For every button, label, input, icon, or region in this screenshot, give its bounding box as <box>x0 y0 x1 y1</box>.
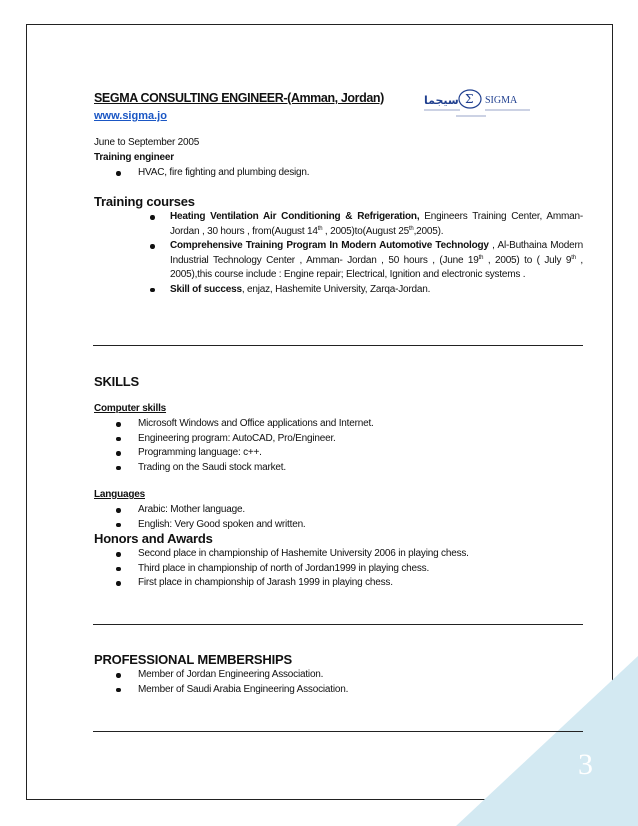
list-item: Member of Saudi Arabia Engineering Association. <box>138 683 578 698</box>
list-item: Microsoft Windows and Office applications and Internet. <box>138 417 578 432</box>
company-website-link[interactable]: www.sigma.jo <box>94 110 167 122</box>
list-item: English: Very Good spoken and written. <box>138 518 578 533</box>
logo-arabic-text: سيجما <box>424 94 459 107</box>
list-item: Engineering program: AutoCAD, Pro/Engineer. <box>138 432 578 447</box>
training-item-title: Skill of success <box>170 283 242 295</box>
honors-list <box>138 547 578 591</box>
computer-skills-heading: Computer skills <box>94 403 167 414</box>
training-item-details: , Al-Buthaina Modern Industrial Technology Center , Amman- Jordan , 50 hours , (June 19th , 2005) to ( July 9th , 2005),this course include : Engine repair; Electrical, Ignition and electronic systems . <box>170 240 584 281</box>
memberships-list <box>138 668 578 697</box>
section-divider <box>93 624 583 625</box>
list-item: Programming language: c++. <box>138 446 578 461</box>
languages-list <box>138 503 578 532</box>
list-item: HVAC, fire fighting and plumbing design. <box>138 166 578 181</box>
memberships-section-title: PROFESSIONAL MEMBERSHIPS <box>94 652 292 667</box>
training-item <box>170 283 583 298</box>
list-item: Third place in championship of north of Jordan1999 in playing chess. <box>138 562 578 577</box>
section-divider <box>93 731 583 732</box>
job-duties-list <box>138 166 578 181</box>
training-section-title: Training courses <box>94 194 195 209</box>
logo-name-text: SIGMA <box>485 95 518 106</box>
list-item: Trading on the Saudi stock market. <box>138 461 578 476</box>
training-item <box>170 239 583 283</box>
logo-sigma-symbol: Σ <box>465 92 474 106</box>
list-item: Member of Jordan Engineering Association. <box>138 668 578 683</box>
sigma-logo <box>410 88 534 120</box>
list-item: Second place in championship of Hashemite University 2006 in playing chess. <box>138 547 578 562</box>
training-item-details: , enjaz, Hashemite University, Zarqa-Jordan. <box>241 283 431 295</box>
computer-skills-list <box>138 417 578 475</box>
job-role: Training engineer <box>94 152 174 163</box>
training-item <box>170 210 583 239</box>
training-list <box>170 210 583 298</box>
section-divider <box>93 345 583 346</box>
skills-section-title: SKILLS <box>94 374 140 389</box>
honors-section-title: Honors and Awards <box>94 531 213 546</box>
job-dates: June to September 2005 <box>94 137 200 148</box>
languages-heading: Languages <box>94 489 145 500</box>
company-heading: SEGMA CONSULTING ENGINEER-(Amman, Jordan) <box>94 91 384 105</box>
training-item-title: Heating Ventilation Air Conditioning & Refrigeration, <box>170 211 420 222</box>
training-item-details: Engineers Training Center, Amman-Jordan , 30 hours , from(August 14th , 2005)to(August 25th,2005). <box>170 211 583 237</box>
list-item: Arabic: Mother language. <box>138 503 578 518</box>
training-item-title: Comprehensive Training Program In Modern Automotive Technology <box>170 240 489 252</box>
list-item: First place in championship of Jarash 1999 in playing chess. <box>138 576 578 591</box>
page-number: 3 <box>578 748 593 781</box>
